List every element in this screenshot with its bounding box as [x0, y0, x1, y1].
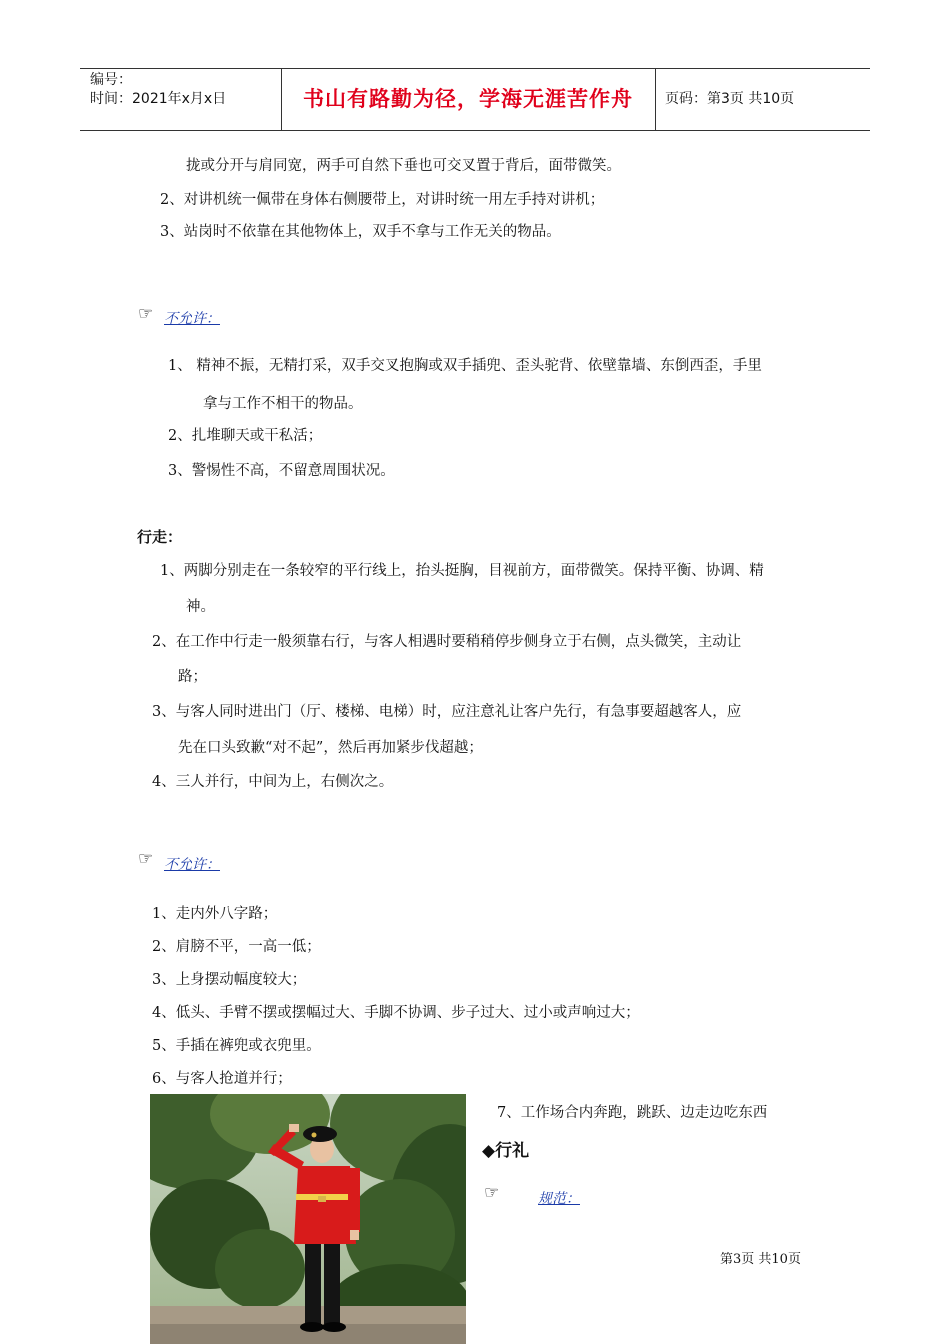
walking-not-allowed-line: 1、走内外八字路； [152, 906, 278, 922]
walking-not-allowed-line: 6、与客人抢道并行； [152, 1071, 292, 1087]
pointing-hand-icon: ☞ [138, 849, 154, 869]
walking-heading: 行走： [137, 528, 183, 546]
standing-not-allowed-line: 3、警惕性不高，不留意周围状况。 [168, 463, 395, 479]
pointing-hand-icon: ☞ [484, 1183, 500, 1203]
walking-not-allowed-line: 2、肩膀不平，一高一低； [152, 939, 321, 955]
walking-line: 4、三人并行，中间为上，右侧次之。 [152, 774, 394, 790]
page-header [80, 68, 870, 131]
walking-line: 3、与客人同时进出门（厅、楼梯、电梯）时，应注意礼让客户先行，有急事要超越客人，应 [152, 704, 742, 720]
standing-not-allowed-line: 1、 精神不振，无精打采，双手交叉抱胸或双手插兜、歪头驼背、依壁靠墙、东倒西歪，手里 [168, 358, 762, 374]
page-number-label: 页码：第3页 共10页 [665, 91, 795, 107]
header-divider [655, 69, 656, 130]
header-meta [90, 71, 280, 109]
walking-line: 1、两脚分别走在一条较窄的平行线上，抬头挺胸，目视前方，面带微笑。保持平衡、协调、精 [160, 563, 764, 579]
walking-not-allowed-line: 4、低头、手臂不摆或摆幅过大、手脚不协调、步子过大、过小或声响过大； [152, 1005, 640, 1021]
standing-line: 2、对讲机统一佩带在身体右侧腰带上，对讲时统一用左手持对讲机； [160, 192, 605, 208]
pointing-hand-icon: ☞ [138, 304, 154, 324]
walking-not-allowed-line: 5、手插在裤兜或衣兜里。 [152, 1038, 321, 1054]
standing-not-allowed-line: 2、扎堆聊天或干私活； [168, 428, 323, 444]
standing-line: 3、站岗时不依靠在其他物体上，双手不拿与工作无关的物品。 [160, 224, 561, 240]
standing-not-allowed-line: 拿与工作不相干的物品。 [203, 396, 363, 412]
guard-salute-photo [150, 1094, 466, 1344]
walking-line: 先在口头致歉“对不起”，然后再加紧步伐超越； [178, 740, 483, 756]
walking-line: 2、在工作中行走一般须靠右行，与客人相遇时要稍稍停步侧身立于右侧，点头微笑，主动让 [152, 634, 742, 650]
standing-line: 拢或分开与肩同宽，两手可自然下垂也可交叉置于背后，面带微笑。 [186, 158, 621, 174]
norm-heading: 规范： [538, 1191, 580, 1207]
walking-line: 路； [178, 669, 207, 685]
guard-salute-illustration [150, 1094, 466, 1344]
walking-line: 神。 [186, 599, 215, 615]
salute-heading: ◆行礼 [482, 1141, 530, 1161]
walking-not-allowed-line: 3、上身摆动幅度较大； [152, 972, 307, 988]
motto: 书山有路勤为径，学海无涯苦作舟 [303, 87, 633, 111]
page-footer: 第3页 共10页 [720, 1252, 801, 1267]
number-label: 编号： [90, 72, 132, 88]
time-label: 时间：2021年x月x日 [90, 91, 227, 107]
not-allowed-heading: 不允许： [164, 857, 220, 873]
walking-not-allowed-line: 7、工作场合内奔跑，跳跃、边走边吃东西 [497, 1105, 768, 1121]
not-allowed-heading: 不允许： [164, 311, 220, 327]
